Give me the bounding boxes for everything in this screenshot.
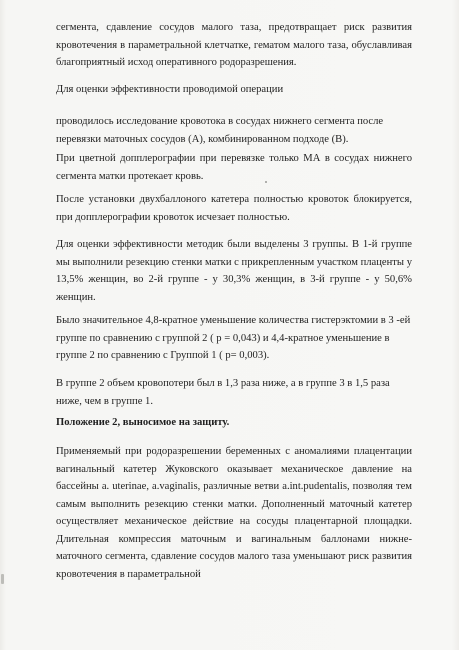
paragraph-continuation: сегмента, сдавление сосудов малого таза, предотвращает риск развития кровотечения в параметральной клетчатке, гематом малого таза, обуславливая благоприятный исход оперативного родоразрешения. (56, 22, 412, 68)
scan-speck (265, 181, 267, 183)
paragraph-balloon-catheter: После установки двухбаллоного катетера полностью кровоток блокируется, при допплерографии кровоток исчезает полностью. (56, 194, 412, 223)
paragraph-hysterectomy-reduction: Было значительное 4,8-кратное уменьшение количества гистерэктомии в 3 -ей группе по сравнению с группой 2 ( p = 0,043) и 4,4-кратное уменьшение в группе 2 по сравнению с Группой 1 ( p= 0,003). (56, 315, 411, 361)
scan-artifact (1, 574, 4, 584)
paragraph-blood-flow-study: проводилось исследование кровотока в сосудах нижнего сегмента после перевязки маточных сосудов (А), комбинированном подходе (В). (56, 116, 384, 145)
paragraph-evaluation-intro: Для оценки эффективности проводимой операции (56, 84, 284, 95)
section-heading-position-2: Положение 2, выносимое на защиту. (56, 417, 230, 428)
paragraph-blood-loss: В группе 2 объем кровопотери был в 1,3 раза ниже, а в группе 3 в 1,5 раза ниже, чем в группе 1. (56, 378, 390, 407)
paragraph-color-doppler: При цветной допплерографии при перевязке только МА в сосудах нижнего сегмента матки протекает кровь. (56, 153, 412, 182)
paragraph-zhukovsky-catheter: Применяемый при родоразрешении беременных с аномалиями плацентации вагинальный катетер Жуковского оказывает механическое давление на бассейны a. uterinae, a.vaginalis, различные ветви a.int.pudentalis, позволяя тем самым выполнить резекцию стенки матки. Дополненный маточный катетер осуществляет механическое действие на сосуды плацентарной площадки. Длительная компрессия маточным и вагинальным баллонами нижне-маточного сегмента, сдавление сосудов малого таза уменьшают риск развития кровотечения в параметральной (56, 446, 412, 580)
paragraph-three-groups: Для оценки эффективности методик были выделены 3 группы. В 1-й группе мы выполнили резекцию стенки матки с прикрепленным участком плаценты у 13,5% женщин, во 2-й группе - у 30,3% женщин, в 3-й группе - у 50,6% женщин. (56, 239, 412, 303)
